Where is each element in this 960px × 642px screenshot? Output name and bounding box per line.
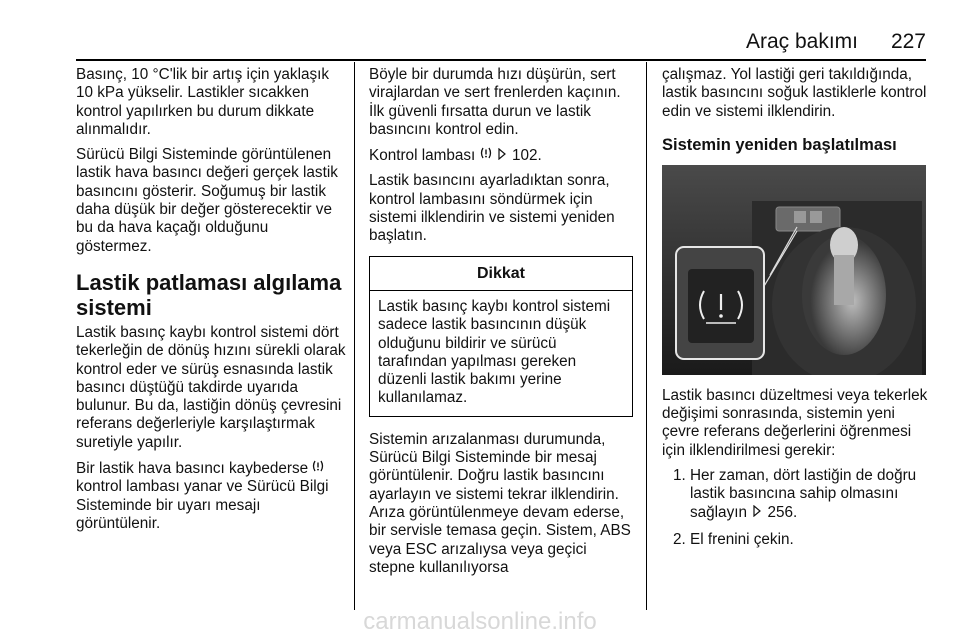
tire-pressure-warning-icon: [312, 459, 324, 478]
list-item: [690, 467, 928, 522]
tire-pressure-warning-icon: [480, 146, 492, 165]
paragraph: çalışmaz. Yol lastiği geri takıldığında, lastik basıncını soğuk lastiklerle kontrol edin ve sistemi ilklendirin.: [662, 66, 927, 120]
watermark: carmanualsonline.info: [363, 608, 597, 635]
column-3: [662, 66, 928, 558]
caution-text: Lastik basınç kaybı kontrol sistemi sadece lastik basıncının düşük olduğunu bildirir ve sürücü tarafından yapılması gereken düzenli lastik bakımı yerine kullanılamaz.: [378, 297, 611, 407]
paragraph: Lastik basınç kaybı kontrol sistemi dört tekerleğin de dönüş hızını sürekli olarak kontrol eder ve sürüş esnasında lastik basıncı düştüğü takdirde uyarıda bulunur. Bu da, lastiğin dönüş çevresini referans değerleriyle karşılaştırmak suretiyle yapılır.: [76, 323, 346, 451]
text: Bir lastik hava basıncı kaybederse: [76, 460, 309, 478]
tpms-button-photo: [662, 165, 926, 375]
section-heading: Sistemin yeniden başlatılması: [662, 135, 897, 154]
section-heading: Lastik patlaması algılama sistemi: [76, 269, 342, 320]
paragraph: Basınç, 10 °C'lik bir artış için yaklaşık 10 kPa yükselir. Lastikler sıcakken kontrol yapılırken bu durum dikkate alınmalıdır.: [76, 66, 330, 138]
text: Kontrol lambası: [369, 147, 476, 165]
page-reference-arrow-icon: [751, 504, 763, 522]
paragraph: Böyle bir durumda hızı düşürün, sert virajlardan ve sert frenlerden kaçının. İlk güvenli fırsatta durun ve lastik basıncını kontrol edin.: [369, 66, 621, 138]
paragraph: [76, 459, 348, 533]
column-1: [76, 66, 348, 540]
paragraph: [369, 146, 633, 165]
header-divider: [76, 59, 926, 61]
section-title: Araç bakımı: [745, 30, 858, 53]
column-divider: [646, 62, 647, 610]
caution-title: Dikkat: [370, 257, 632, 291]
paragraph: Lastik basıncını ayarladıktan sonra, kontrol lambasını söndürmek için sistemi ilklendirin ve sistemi yeniden başlatın.: [369, 172, 615, 245]
column-2: [369, 66, 633, 584]
page-reference-arrow-icon: [496, 147, 508, 165]
paragraph: Sistemin arızalanması durumunda, Sürücü Bilgi Sisteminde bir mesaj görüntülenir. Doğru lastik basıncını ayarlayın ve sistemi tekrar ilklendirin. Arıza görüntülenmeye devam ederse, bir servisle temasa geçin. Sistem, ABS veya ESC arızalıysa veya geçici stepne kullanılıyorsa: [369, 430, 631, 576]
paragraph: Sürücü Bilgi Sisteminde görüntülenen lastik hava basıncı değeri gerçek lastik basıncını gösterir. Soğumuş bir lastik daha düşük bir değer gösterecektir ve bu da hava kaçağı olduğunu göstermez.: [76, 146, 338, 255]
page-number: 227: [890, 30, 926, 53]
caution-box: [369, 256, 633, 417]
text: Her zaman, dört lastiğin de doğru lastik basıncına sahip olmasını sağlayın: [690, 467, 917, 521]
paragraph: Lastik basıncı düzeltmesi veya tekerlek değişimi sonrasında, sistemin yeni çevre referans değerlerini öğrenmesi için ilklendirilmesi gerekir:: [662, 386, 928, 459]
page-reference-link[interactable]: 102.: [512, 147, 542, 165]
page-reference-link[interactable]: 256.: [767, 503, 798, 521]
column-divider: [354, 62, 355, 610]
list-item: 2. El frenini çekin.: [690, 531, 928, 549]
steps-list: [662, 467, 928, 549]
text: kontrol lambası yanar ve Sürücü Bilgi Sisteminde bir uyarı mesajı görüntülenir.: [76, 478, 329, 532]
